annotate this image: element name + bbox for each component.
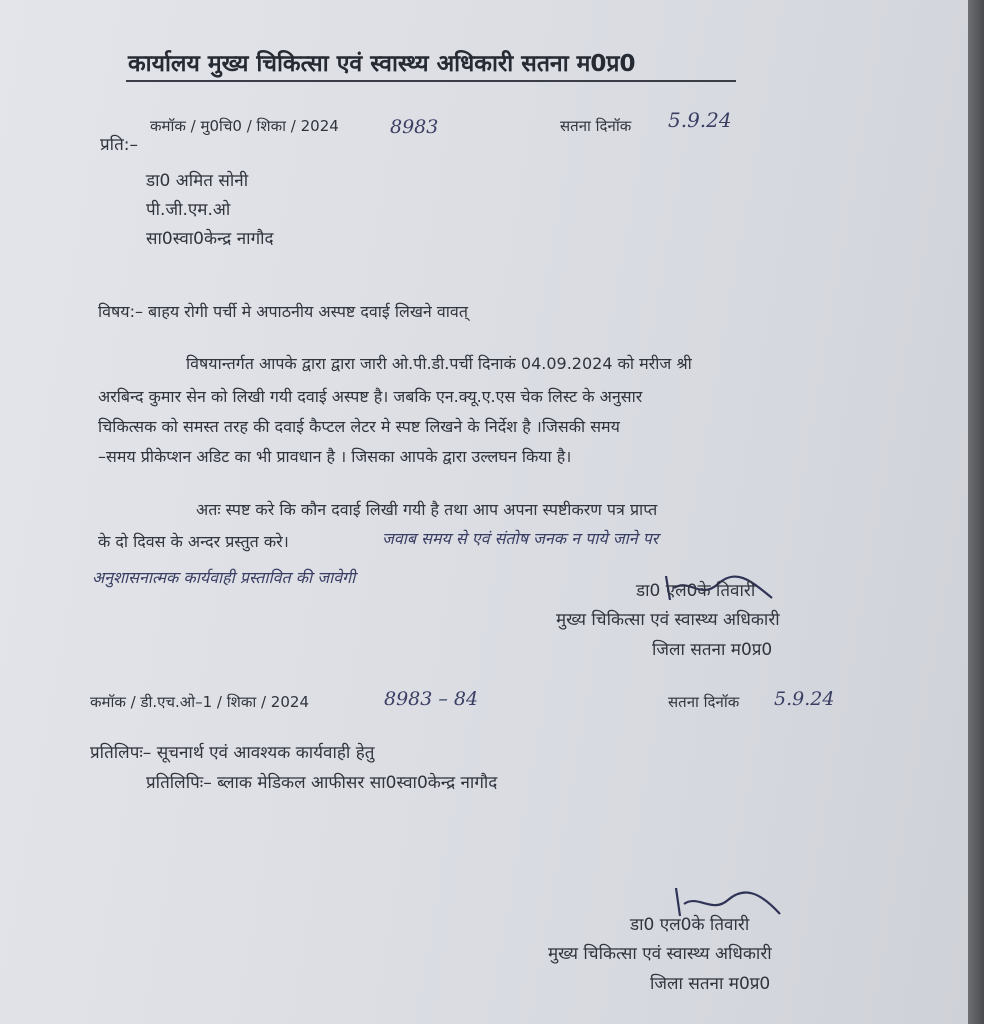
date2-handwritten: 5.9.24 — [774, 688, 835, 710]
body-para2-line-2: के दो दिवस के अन्दर प्रस्तुत करे। — [98, 532, 289, 551]
signatory-district-1: जिला सतना म0प्र0 — [652, 640, 773, 660]
date-label: सतना दिनॉक — [560, 117, 632, 135]
date-handwritten: 5.9.24 — [668, 108, 732, 132]
signatory-name-1: डा0 एल0के तिवारी — [636, 581, 756, 601]
reference-number-label: कमॉक / मु0चि0 / शिका / 2024 — [150, 117, 339, 135]
signatory-district-2: जिला सतना म0प्र0 — [650, 974, 771, 994]
reference2-number-label: कमॉक / डी.एच.ओ–1 / शिका / 2024 — [90, 693, 309, 711]
page-edge-shadow — [968, 0, 984, 1024]
signatory-title-2: मुख्य चिकित्सा एवं स्वास्थ्य अधिकारी — [548, 944, 772, 964]
handwritten-note-2: अनुशासनात्मक कार्यवाही प्रस्तावित की जावेगी — [92, 568, 356, 587]
office-heading: कार्यालय मुख्य चिकित्सा एवं स्वास्थ्य अधिकारी सतना म0प्र0 — [128, 51, 636, 77]
subject-line: विषय:– बाहय रोगी पर्ची मे अपाठनीय अस्पष्ट दवाई लिखने वावत् — [98, 302, 468, 321]
handwritten-note-1: जवाब समय से एवं संतोष जनक न पाये जाने पर — [382, 529, 659, 548]
heading-underline — [126, 80, 736, 82]
recipient-designation: पी.जी.एम.ओ — [146, 200, 231, 220]
recipient-prefix: प्रति:– — [100, 135, 138, 155]
copy-line-1: प्रतिलिपः– सूचनार्थ एवं आवश्यक कार्यवाही हेतु — [90, 743, 375, 763]
reference2-number-handwritten: 8983 – 84 — [384, 688, 479, 710]
recipient-office: सा0स्वा0केन्द्र नागौद — [146, 229, 274, 249]
signatory-name-2: डा0 एल0के तिवारी — [630, 915, 750, 935]
copy-line-2: प्रतिलिपिः– ब्लाक मेडिकल आफीसर सा0स्वा0केन्द्र नागौद — [146, 773, 498, 793]
body-line-2: अरबिन्द कुमार सेन को लिखी गयी दवाई अस्पष्ट है। जबकि एन.क्यू.ए.एस चेक लिस्ट के अनुसार — [98, 387, 643, 406]
body-line-1: विषयान्तर्गत आपके द्वारा द्वारा जारी ओ.पी.डी.पर्ची दिनाकं 04.09.2024 को मरीज श्री — [186, 354, 692, 373]
date2-label: सतना दिनॉक — [668, 693, 740, 711]
signatory-title-1: मुख्य चिकित्सा एवं स्वास्थ्य अधिकारी — [556, 610, 780, 630]
body-line-4: –समय प्रीकेप्शन अडिट का भी प्रावधान है । जिसका आपके द्वारा उल्लघन किया है। — [98, 447, 572, 466]
body-line-3: चिकित्सक को समस्त तरह की दवाई कैप्टल लेटर मे स्पष्ट लिखने के निर्देश है ।जिसकी समय — [98, 417, 620, 436]
recipient-name: डा0 अमित सोनी — [146, 171, 249, 191]
reference-number-handwritten: 8983 — [390, 116, 439, 138]
body-para2-line-1: अतः स्पष्ट करे कि कौन दवाई लिखी गयी है तथा आप अपना स्पष्टीकरण पत्र प्राप्त — [196, 500, 658, 519]
